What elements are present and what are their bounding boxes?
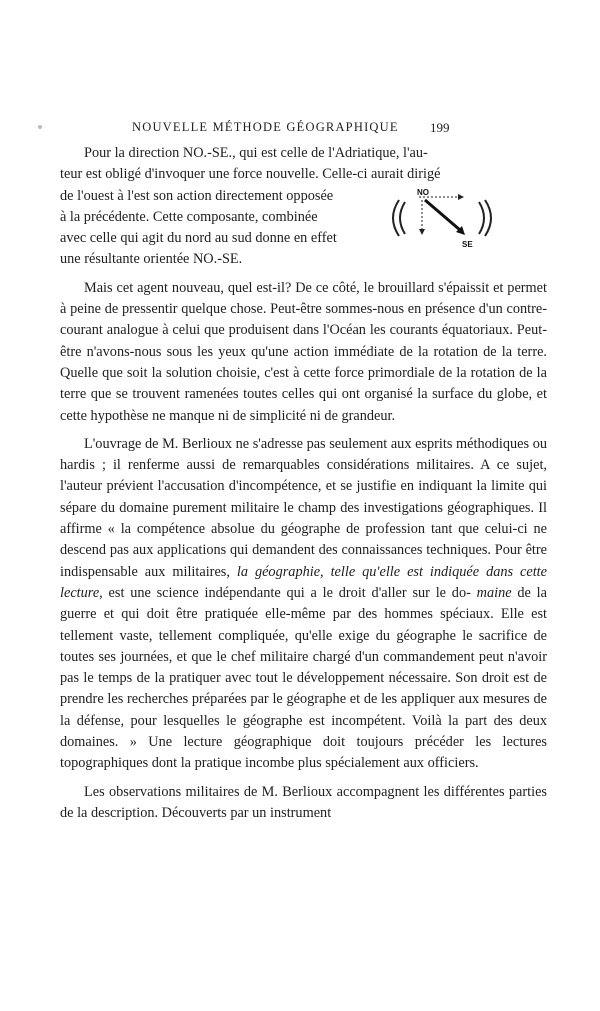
paragraph-3-italic-2: maine	[476, 584, 512, 601]
paragraph-4: Les observations militaires de M. Berlioux accompagnent les différentes parties de la description. Découverts par un instrument	[60, 783, 547, 821]
paragraph-1-wrap-1: de l'ouest à l'est son action directement opposée	[60, 187, 334, 204]
paragraph-1-line-1: Pour la direction NO.-SE., qui est celle de l'Adriatique, l'au-	[84, 145, 428, 161]
paragraph-3-italic-1: la géographie, telle qu'elle est indiquée dans cette lecture	[60, 563, 547, 601]
paragraph-1-line-2: teur est obligé d'invoquer une force nouvelle. Celle-ci aurait dirigé	[60, 166, 441, 183]
paragraph-1	[60, 143, 547, 271]
label-no: NO	[417, 187, 429, 197]
south-arrowhead	[419, 229, 425, 235]
direction-diagram-svg	[365, 186, 515, 250]
paragraph-1-wrap-2: à la précédente. Cette composante, combinée	[60, 208, 318, 225]
paragraph-1-figure-block	[60, 186, 547, 271]
paragraph-3-part-c: de la guerre et qui doit être pratiquée elle-même par des hommes spéciaux. Elle est tellement vaste, tellement compliquée, qu'elle exige du géographe le sacrifice de toutes ses journées, et que le chef militaire chargé d'un commandement peut n'avoir pas le temps de la pratiquer avec tout le développement nécessaire. Son droit est de prendre les recherches préparées par le géographe et de les appliquer aux mesures de la défense, pour lesquelles le géographe est incompétent. Voilà la part des deux domaines. » Une lecture géographique doit toujours précéder les lectures topographiques dont la pratique incombe plus spécialement aux officiers.	[60, 584, 548, 772]
left-bracket-outer	[393, 200, 399, 236]
left-bracket-inner	[400, 202, 405, 234]
paragraph-1-wrap-4: une résultante orientée NO.-SE.	[60, 251, 243, 268]
right-bracket-inner	[479, 202, 484, 234]
body-text	[60, 143, 547, 824]
margin-mark	[38, 125, 42, 129]
page-number: 199	[430, 120, 450, 135]
paragraph-1-wrap-3: avec celle qui agit du nord au sud donne en effet	[60, 230, 337, 247]
direction-diagram	[365, 186, 515, 250]
paragraph-2: Mais cet agent nouveau, quel est-il? De ce côté, le brouillard s'épaissit et permet à peine de pressentir quelque chose. Peut-être sommes-nous en présence d'un contre-courant analogue à celui que produisent dans l'Océan les courants équatoriaux. Peut-être n'avons-nous sous les yeux qu'une action immédiate de la rotation de la terre. Quelle que soit la solution choisie, c'est à cette force primordiale de la rotation de la terre que se trouvent ramenées toutes celles qui ont organisé la surface du globe, et cette hypothèse ne manque ni de simplicité ni de grandeur.	[60, 279, 547, 424]
running-title: NOUVELLE MÉTHODE GÉOGRAPHIQUE	[132, 120, 399, 134]
label-se: SE	[462, 239, 473, 249]
east-arrowhead	[458, 194, 464, 200]
paragraph-3-part-a: L'ouvrage de M. Berlioux ne s'adresse pas seulement aux esprits méthodiques ou hardis ; il renferme aussi de remarquables considérations militaires. A ce sujet, l'auteur prévient l'accusation d'incompétence, et se justifie en indiquant la limite qui sépare du domaine purement militaire le champ des investigations géographiques. Il affirme « la compétence absolue du géographe de profession tant que celui-ci ne descend pas aux applications qui demandent des connaissances techniques. Pour être indispensable aux militaires,	[60, 435, 547, 580]
right-bracket-outer	[485, 200, 491, 236]
paragraph-3	[60, 434, 547, 775]
paragraph-3-part-b: , est une science indépendante qui a le droit d'aller sur le do-	[99, 584, 471, 601]
resultant-arrow-line	[425, 200, 460, 230]
